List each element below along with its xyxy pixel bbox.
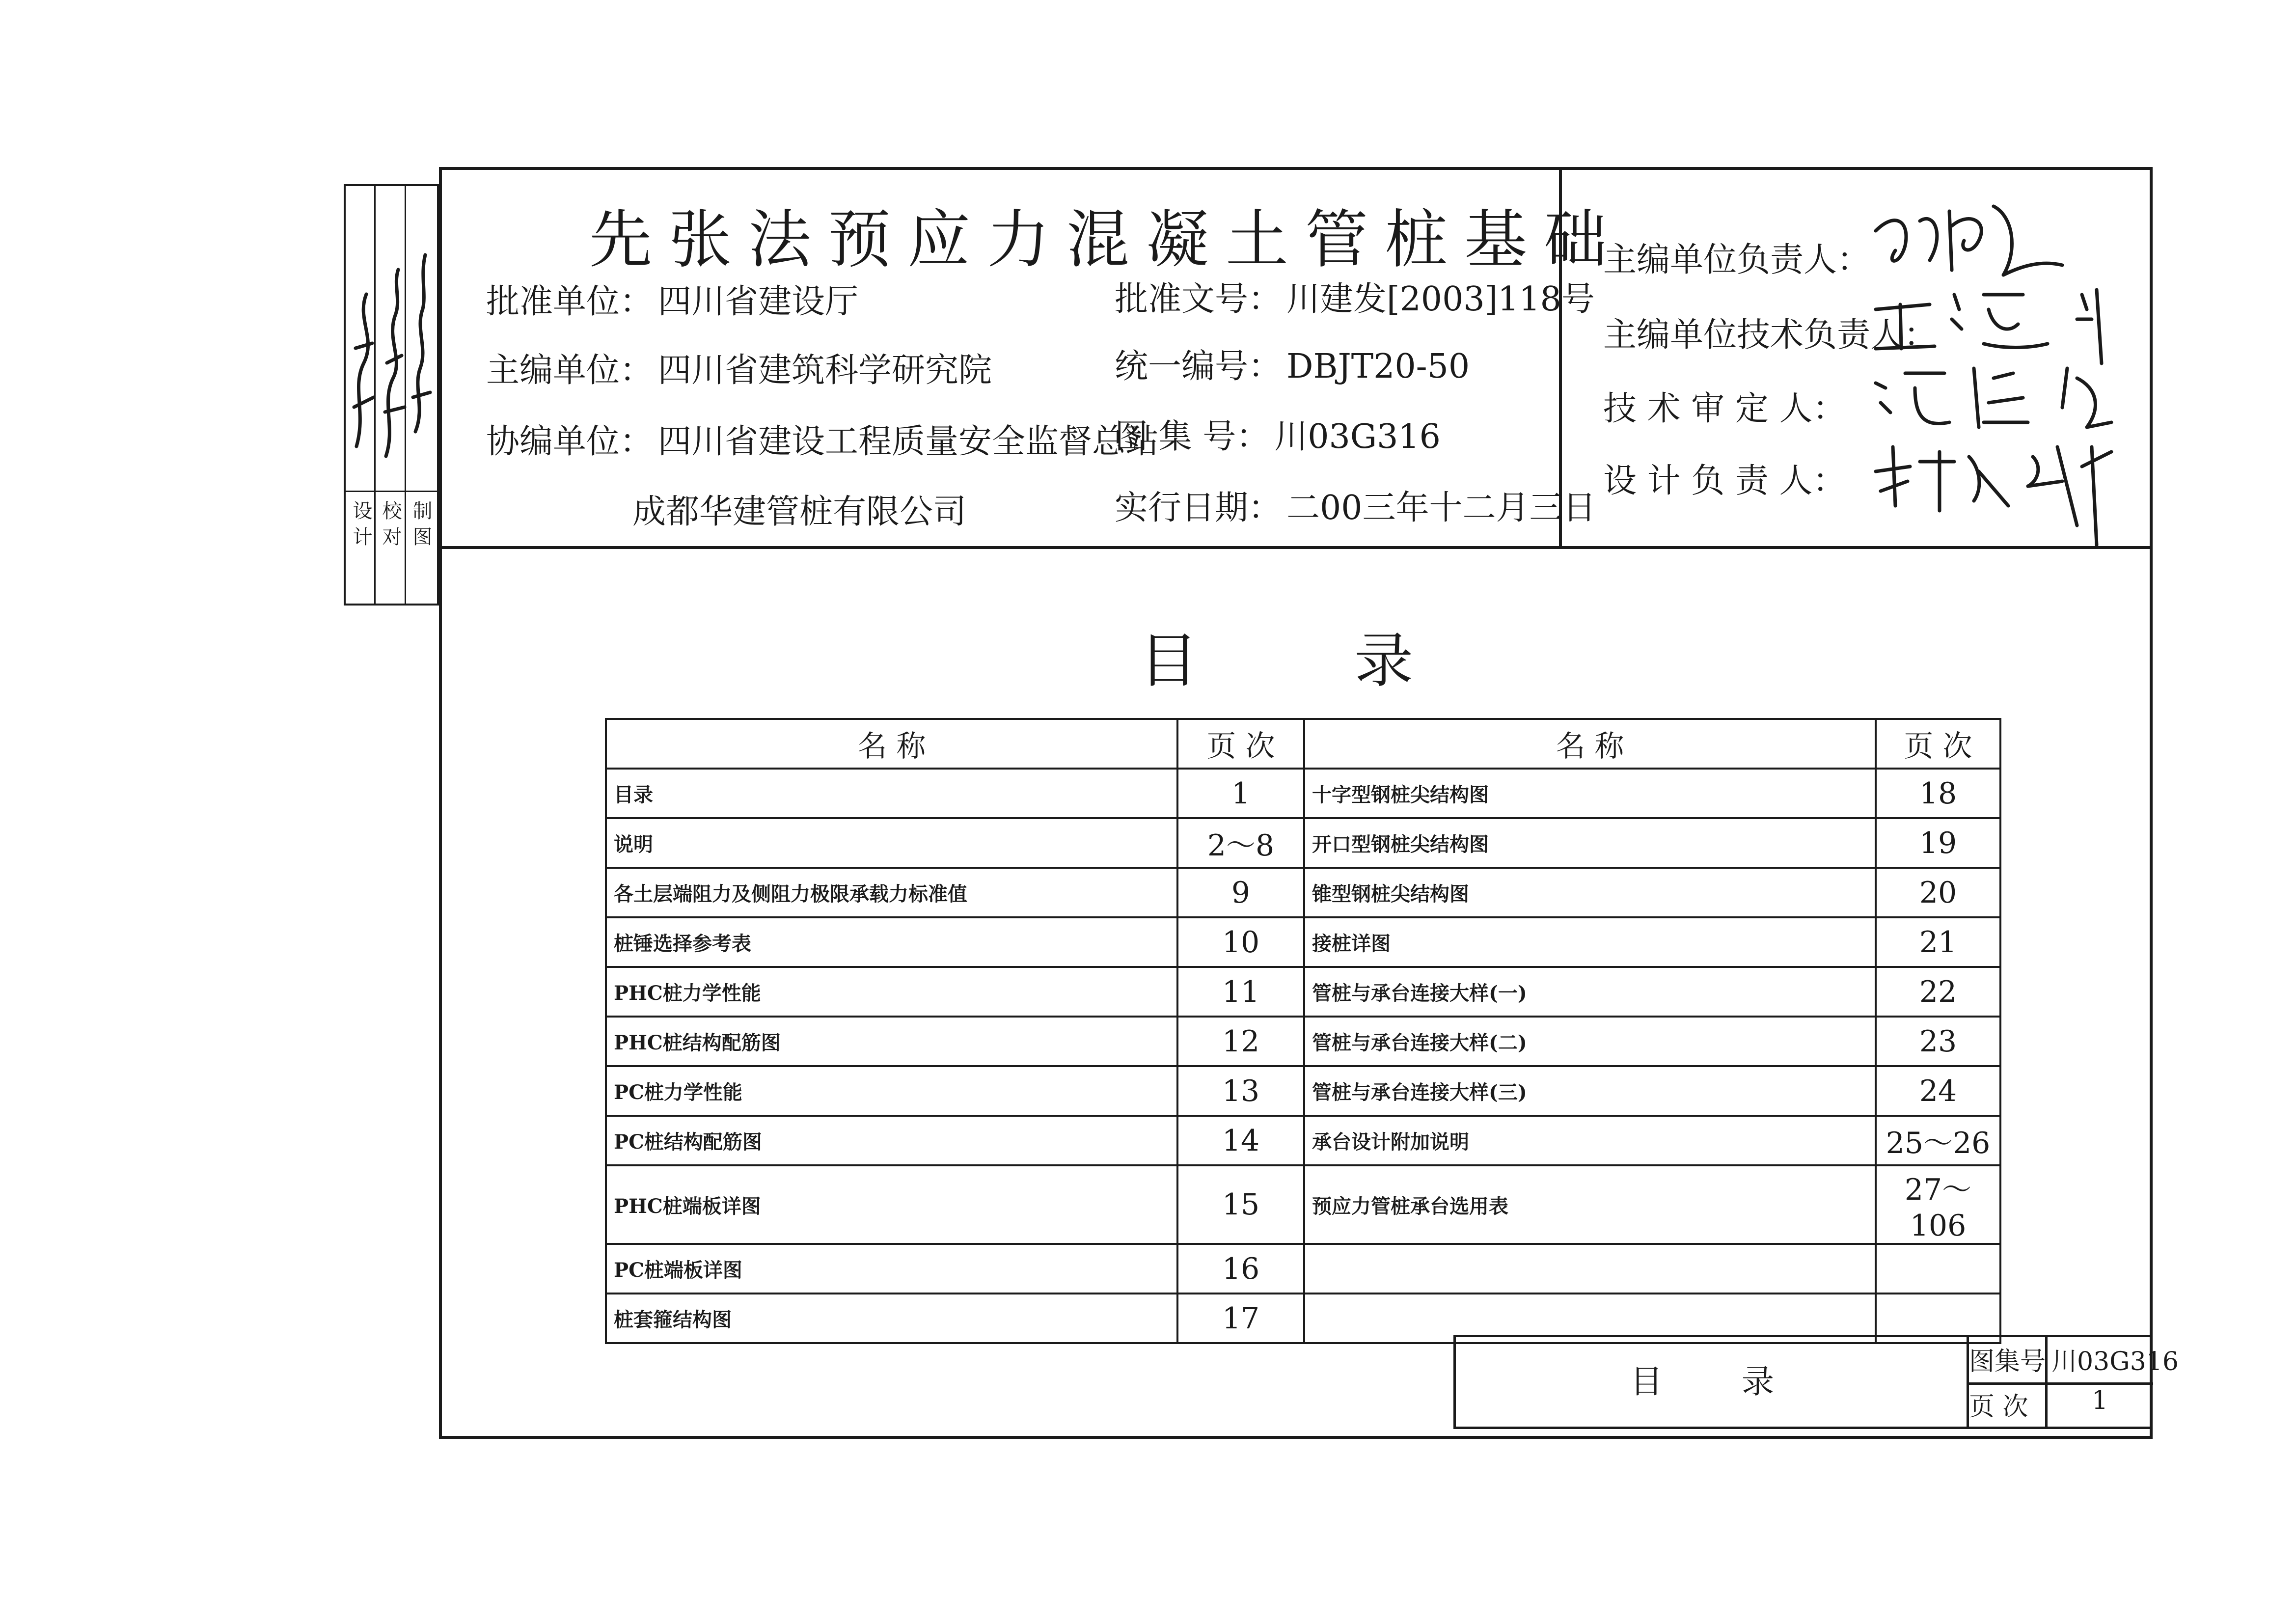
right-item-page: 19 [1876, 818, 2000, 868]
atlas-number-label: 图 集 号： [1115, 417, 1270, 456]
approval-unit-row [486, 275, 858, 323]
left-item-page: 10 [1177, 917, 1304, 967]
strip-divider [346, 491, 437, 492]
strip-label-drafting: 制 图 [410, 500, 432, 546]
unified-number-value: DBJT20-50 [1286, 347, 1470, 386]
table-row [606, 967, 2000, 1017]
co-editor-value: 四川省建设工程质量安全监督总站 [658, 422, 1159, 461]
left-item-name: 各土层端阻力及侧阻力极限承载力标准值 [606, 868, 1177, 917]
right-item-name: 开口型钢桩尖结构图 [1304, 818, 1876, 868]
header-page-left: 页 次 [1177, 719, 1304, 769]
approval-doc-label: 批准文号： [1115, 280, 1282, 319]
table-row [606, 1017, 2000, 1066]
left-item-name: PHC桩结构配筋图 [606, 1017, 1177, 1066]
title-block-title: 目 录 [1630, 1363, 1774, 1401]
strip-label-design: 设 计 [350, 500, 372, 546]
right-item-page: 25～26 [1876, 1116, 2000, 1165]
approval-unit-value: 四川省建设厅 [658, 282, 859, 321]
left-item-page: 16 [1177, 1244, 1304, 1294]
right-item-page: 21 [1876, 917, 2000, 967]
effective-date-label: 实行日期： [1115, 489, 1282, 527]
contents-table-grid [605, 718, 2001, 1344]
left-item-page: 17 [1177, 1294, 1304, 1343]
atlas-number-row [1115, 410, 1441, 458]
left-item-page: 15 [1177, 1165, 1304, 1244]
left-item-page: 1 [1177, 769, 1304, 818]
right-item-page: 20 [1876, 868, 2000, 917]
right-item-name: 管桩与承台连接大样(一) [1304, 967, 1876, 1017]
left-item-name: 说明 [606, 818, 1177, 868]
right-item-page: 27～106 [1876, 1165, 2000, 1244]
strip-label-check: 校 对 [379, 500, 402, 546]
right-item-page: 24 [1876, 1066, 2000, 1116]
table-row [606, 868, 2000, 917]
left-item-name: 目录 [606, 769, 1177, 818]
table-row [606, 769, 2000, 818]
right-item-name: 预应力管桩承台选用表 [1304, 1165, 1876, 1244]
editor-unit-row [486, 344, 992, 391]
right-item-name: 锥型钢桩尖结构图 [1304, 868, 1876, 917]
strip-signatures [347, 201, 438, 476]
unified-number-row [1115, 340, 1470, 387]
table-row [606, 1066, 2000, 1116]
approval-doc-row [1115, 273, 1595, 320]
right-item-page [1876, 1244, 2000, 1294]
atlas-value: 川03G316 [2051, 1347, 2179, 1376]
editor-unit-label: 主编单位： [486, 351, 654, 390]
left-item-page: 11 [1177, 967, 1304, 1017]
chief-unit-head-label: 主编单位负责人： [1603, 241, 1871, 279]
header-page-right: 页 次 [1876, 719, 2000, 769]
effective-date-row [1115, 481, 1596, 529]
right-item-name: 十字型钢桩尖结构图 [1304, 769, 1876, 818]
left-item-page: 12 [1177, 1017, 1304, 1066]
page-value: 1 [2092, 1386, 2108, 1415]
left-item-name: PC桩结构配筋图 [606, 1116, 1177, 1165]
table-row [606, 1244, 2000, 1294]
atlas-number-value: 川03G316 [1274, 417, 1441, 456]
table-row [606, 1116, 2000, 1165]
unified-number-label: 统一编号： [1115, 347, 1282, 386]
page-title: 目 录 [1139, 627, 1414, 695]
co-editor-row-2 [628, 485, 966, 533]
header-name-right: 名 称 [1304, 719, 1876, 769]
approval-unit-label: 批准单位： [486, 282, 654, 321]
table-row [606, 818, 2000, 868]
approval-doc-value: 川建发[2003]118号 [1286, 280, 1595, 319]
signature-design-lead [1866, 427, 2141, 555]
effective-date-value: 二00三年十二月三日 [1286, 489, 1596, 527]
table-row [606, 917, 2000, 967]
contents-table [605, 718, 1999, 1336]
right-item-page: 18 [1876, 769, 2000, 818]
title-block-divider [1967, 1382, 2153, 1385]
right-item-name: 管桩与承台连接大样(三) [1304, 1066, 1876, 1116]
right-item-name: 接桩详图 [1304, 917, 1876, 967]
left-item-name: PHC桩端板详图 [606, 1165, 1177, 1244]
side-sign-strip [344, 184, 439, 606]
title-block [1453, 1335, 2153, 1429]
header-name-left: 名 称 [606, 719, 1177, 769]
left-item-name: PC桩力学性能 [606, 1066, 1177, 1116]
co-editor-label: 协编单位： [486, 422, 654, 461]
co-editor-value-2: 成都华建管桩有限公司 [632, 493, 967, 531]
right-item-name: 管桩与承台连接大样(二) [1304, 1017, 1876, 1066]
right-item-page: 23 [1876, 1017, 2000, 1066]
drawing-title: 先张法预应力混凝土管桩基础 [589, 203, 1624, 276]
table-header-row [606, 719, 2000, 769]
editor-unit-value: 四川省建筑科学研究院 [658, 351, 992, 390]
left-item-name: PC桩端板详图 [606, 1244, 1177, 1294]
atlas-label: 图集号 [1969, 1347, 2046, 1376]
right-item-name: 承台设计附加说明 [1304, 1116, 1876, 1165]
tech-reviewer-label: 技 术 审 定 人： [1603, 389, 1846, 428]
table-row [606, 1165, 2000, 1244]
right-item-page: 22 [1876, 967, 2000, 1017]
left-item-page: 9 [1177, 868, 1304, 917]
left-item-name: 桩套箍结构图 [606, 1294, 1177, 1343]
co-editor-row [486, 415, 1159, 463]
page-label: 页 次 [1969, 1392, 2028, 1422]
left-item-page: 14 [1177, 1116, 1304, 1165]
chief-tech-head-label: 主编单位技术负责人： [1603, 316, 1938, 355]
right-item-name [1304, 1244, 1876, 1294]
left-item-name: 桩锤选择参考表 [606, 917, 1177, 967]
left-item-page: 13 [1177, 1066, 1304, 1116]
left-item-page: 2～8 [1177, 818, 1304, 868]
design-lead-label: 设 计 负 责 人： [1603, 462, 1846, 500]
left-item-name: PHC桩力学性能 [606, 967, 1177, 1017]
